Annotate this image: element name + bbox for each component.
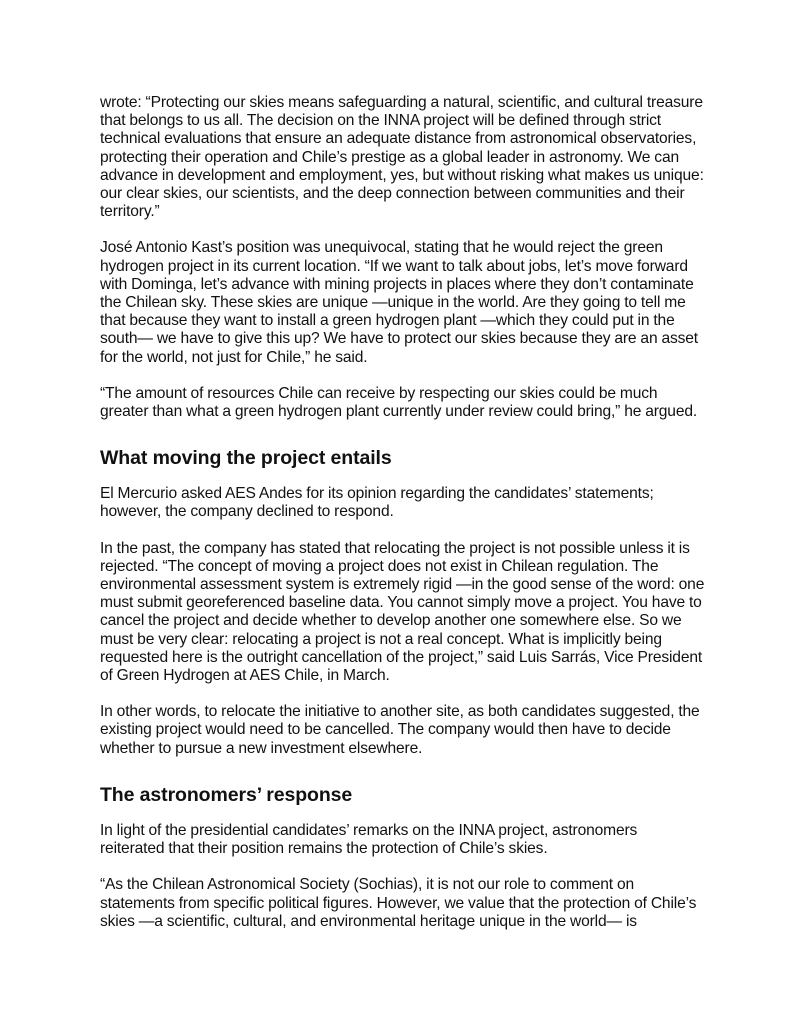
section-heading-moving-project: What moving the project entails <box>100 447 392 470</box>
document-page <box>100 94 705 949</box>
paragraph-quote-protecting-skies: wrote: “Protecting our skies means safeguarding a natural, scientific, and cultural treasure that belongs to us all. The decision on the INNA project will be defined through strict technical evaluations that ensure an adequate distance from astronomical observatories, protecting their operation and Chile’s prestige as a global leader in astronomy. We can advance in development and employment, yes, but without risking what makes us unique: our clear skies, our scientists, and the deep connection between communities and their territory.” <box>100 94 704 221</box>
paragraph-sochias-quote: “As the Chilean Astronomical Society (Sochias), it is not our role to comment on statements from specific political figures. However, we value that the protection of Chile’s skies —a scientific, cultural, and environmental heritage unique in the world— is <box>100 876 697 930</box>
section-heading-astronomers-response: The astronomers’ response <box>100 783 353 806</box>
paragraph-el-mercurio: El Mercurio asked AES Andes for its opinion regarding the candidates’ statements; however, the company declined to respond. <box>100 485 654 521</box>
paragraph-company-past-statement: In the past, the company has stated that relocating the project is not possible unless it is rejected. “The concept of moving a project does not exist in Chilean regulation. The environmental assessment system is extremely rigid —in the good sense of the word: one must submit georeferenced baseline data. You cannot simply move a project. You have to cancel the project and decide whether to develop another one somewhere else. So we must be very clear: relocating a project is not a real concept. What is implicitly being requested here is the outright cancellation of the project,” said Luis Sarrás, Vice President of Green Hydrogen at AES Chile, in March. <box>100 539 705 685</box>
paragraph-resources-argument: “The amount of resources Chile can receive by respecting our skies could be much greater than what a green hydrogen plant currently under review could bring,” he argued. <box>100 384 698 421</box>
paragraph-other-words: In other words, to relocate the initiative to another site, as both candidates suggested, the existing project would need to be cancelled. The company would then have to decide whether to pursue a new investment elsewhere. <box>100 703 700 757</box>
paragraph-kast-position: José Antonio Kast’s position was unequivocal, stating that he would reject the green hydrogen project in its current location. “If we want to talk about jobs, let’s move forward with Dominga, let’s advance with mining projects in places where they don’t contaminate the Chilean sky. These skies are unique —unique in the world. Are they going to tell me that because they want to install a green hydrogen plant —which they could put in the south— we have to give this up? We have to protect our skies because they are an asset for the world, not just for Chile,” he said. <box>100 239 698 366</box>
paragraph-astronomers-reiterated: In light of the presidential candidates’ remarks on the INNA project, astronomers reiterated that their position remains the protection of Chile’s skies. <box>100 821 638 858</box>
